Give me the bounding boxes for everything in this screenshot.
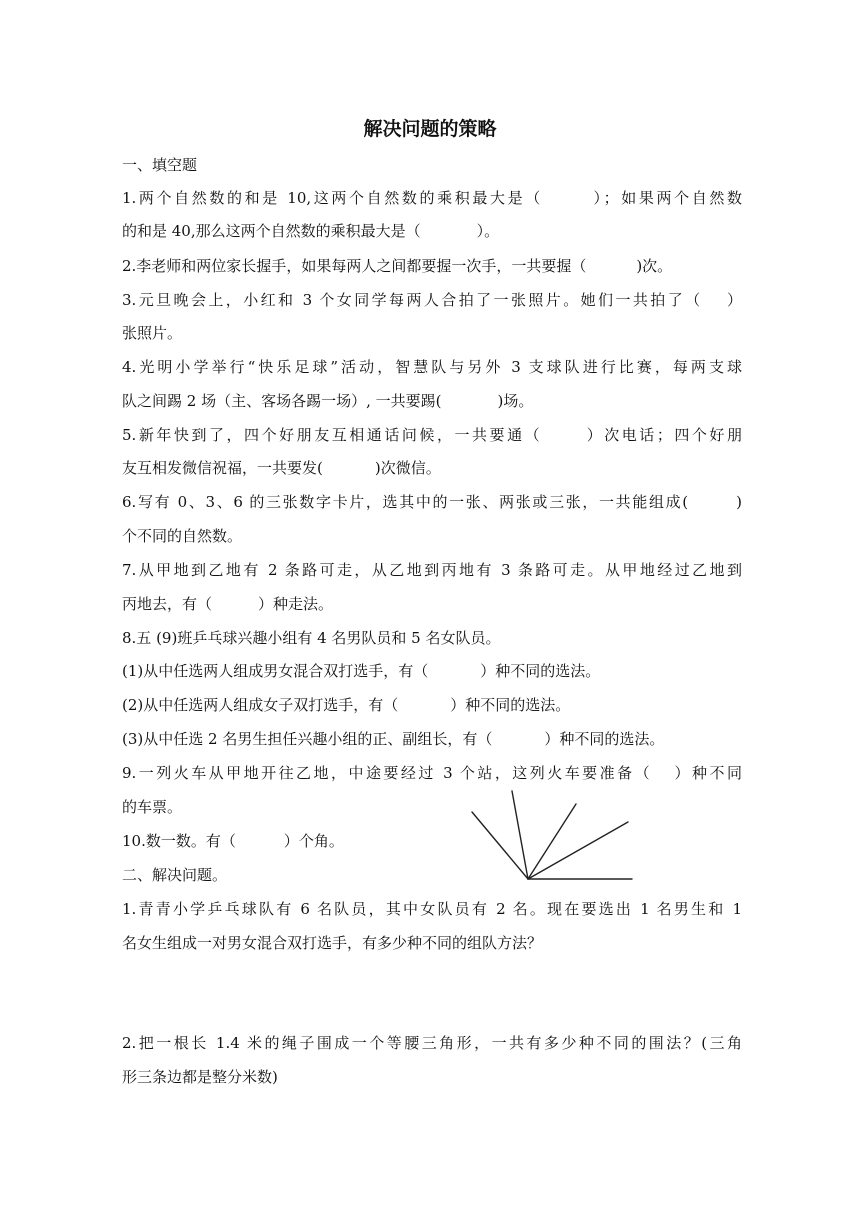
question-7-line-1: 7.从甲地到乙地有 2 条路可走，从乙地到丙地有 3 条路可走。从甲地经过乙地到 [122,561,742,579]
section-fill-in-heading: 一、填空题 [122,156,198,174]
question-8-part-1: (1)从中任选两人组成男女混合双打选手，有（ ）种不同的选法。 [122,662,601,680]
question-5-line-2: 友互相发微信祝福，一共要发( )次微信。 [122,459,441,477]
question-8-intro: 8.五 (9)班乒乓球兴趣小组有 4 名男队员和 5 名女队员。 [122,629,501,647]
question-4-line-2: 队之间踢 2 场（主、客场各踢一场）, 一共要踢( )场。 [122,392,534,410]
question-8-part-2: (2)从中任选两人组成女子双打选手，有（ ）种不同的选法。 [122,696,571,714]
question-9-line-2: 的车票。 [122,798,183,816]
section-problem-solving-heading: 二、解决问题。 [122,866,228,884]
question-8-part-3: (3)从中任选 2 名男生担任兴趣小组的正、副组长，有（ ）种不同的选法。 [122,730,665,748]
question-4-line-1: 4.光明小学举行“快乐足球”活动，智慧队与另外 3 支球队进行比赛，每两支球 [122,358,742,376]
problem-1-line-2: 名女生组成一对男女混合双打选手，有多少种不同的组队方法？ [122,934,543,952]
question-3-line-2: 张照片。 [122,324,183,342]
question-5-line-1: 5.新年快到了，四个好朋友互相通话问候，一共要通（ ）次电话；四个好朋 [122,426,742,444]
question-6-line-2: 个不同的自然数。 [122,527,243,545]
question-6-line-1: 6.写有 0、3、6 的三张数字卡片，选其中的一张、两张或三张，一共能组成( ) [122,493,742,511]
question-3-line-1: 3.元旦晚会上，小红和 3 个女同学每两人合拍了一张照片。她们一共拍了（ ） [122,291,742,309]
problem-2-line-1: 2.把一根长 1.4 米的绳子围成一个等腰三角形，一共有多少种不同的围法？(三角 [122,1034,742,1052]
page-title: 解决问题的策略 [363,118,497,140]
question-1-line-2: 的和是 40,那么这两个自然数的乘积最大是（ ）。 [122,222,500,240]
question-1-line-1: 1.两个自然数的和是 10,这两个自然数的乘积最大是（ ）；如果两个自然数 [122,189,742,207]
question-10: 10.数一数。有（ ）个角。 [122,832,344,850]
question-2: 2.李老师和两位家长握手，如果每两人之间都要握一次手，一共要握（ )次。 [122,257,673,275]
question-7-line-2: 丙地去，有（ ）种走法。 [122,595,334,613]
problem-1-line-1: 1.青青小学乒乓球队有 6 名队员，其中女队员有 2 名。现在要选出 1 名男生和 1 [122,900,742,918]
problem-2-line-2: 形三条边都是整分米数) [122,1068,278,1086]
question-9-line-1: 9.一列火车从甲地开往乙地，中途要经过 3 个站，这列火车要准备（ ）种不同 [122,764,742,782]
